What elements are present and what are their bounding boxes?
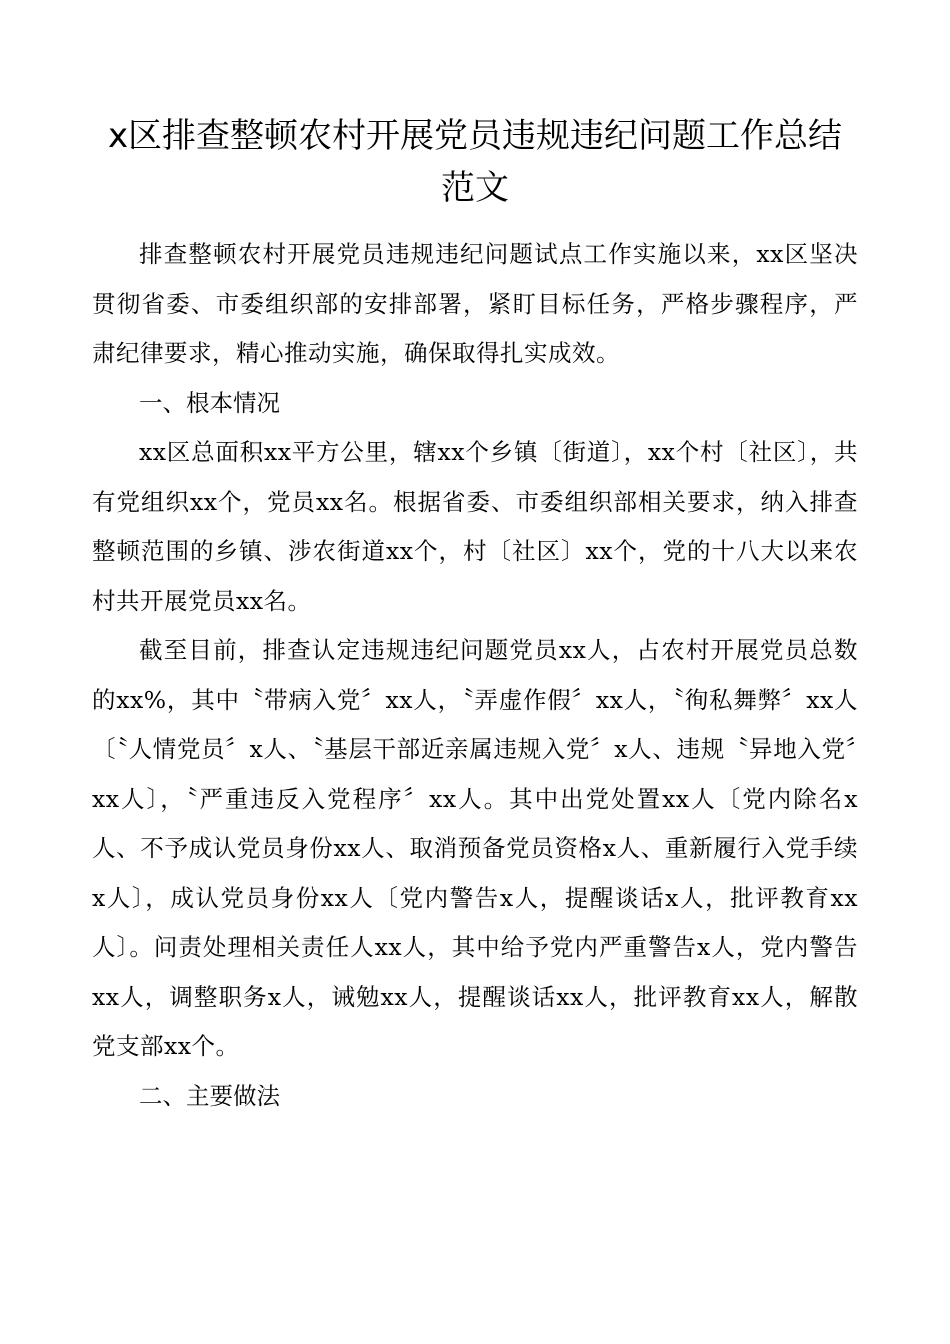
document-title: x区排查整顿农村开展党员违规违纪问题工作总结范文: [107, 116, 843, 208]
basic-situation-paragraph: xx区总面积xx平方公里，辖xx个乡镇〔街道〕，xx个村〔社区〕，共有党组织xx个，党员xx名。根据省委、市委组织部相关要求，纳入排查整顿范围的乡镇、涉农街道xx个，村〔社区〕xx个，党的十八大以来农村共开展党员xx名。: [92, 438, 858, 615]
document-page: [92, 110, 858, 1121]
intro-paragraph: 排查整顿农村开展党员违规违纪问题试点工作实施以来，xx区坚决贯彻省委、市委组织部的安排部署，紧盯目标任务，严格步骤程序，严肃纪律要求，精心推动实施，确保取得扎实成效。: [92, 240, 858, 367]
statistics-paragraph: 截至目前，排查认定违规违纪问题党员xx人，占农村开展党员总数的xx%，其中〝带病入党〞xx人，〝弄虚作假〞xx人，〝徇私舞弊〞xx人〔〝人情党员〞x人、〝基层干部近亲属违规入党〞x人、违规〝异地入党〞xx人〕，〝严重违反入党程序〞xx人。其中出党处置xx人〔党内除名x人、不予成认党员身份xx人、取消预备党员资格x人、重新履行入党手续x人〕，成认党员身份xx人〔党内警告x人，提醒谈话x人，批评教育xx人〕。问责处理相关责任人xx人，其中给予党内严重警告x人，党内警告xx人，调整职务x人，诫勉xx人，提醒谈话xx人，批评教育xx人，解散党支部xx个。: [92, 636, 858, 1060]
section-heading-main-practices: 二、主要做法: [139, 1081, 280, 1110]
section-heading-basic-situation: 一、根本情况: [139, 388, 280, 417]
